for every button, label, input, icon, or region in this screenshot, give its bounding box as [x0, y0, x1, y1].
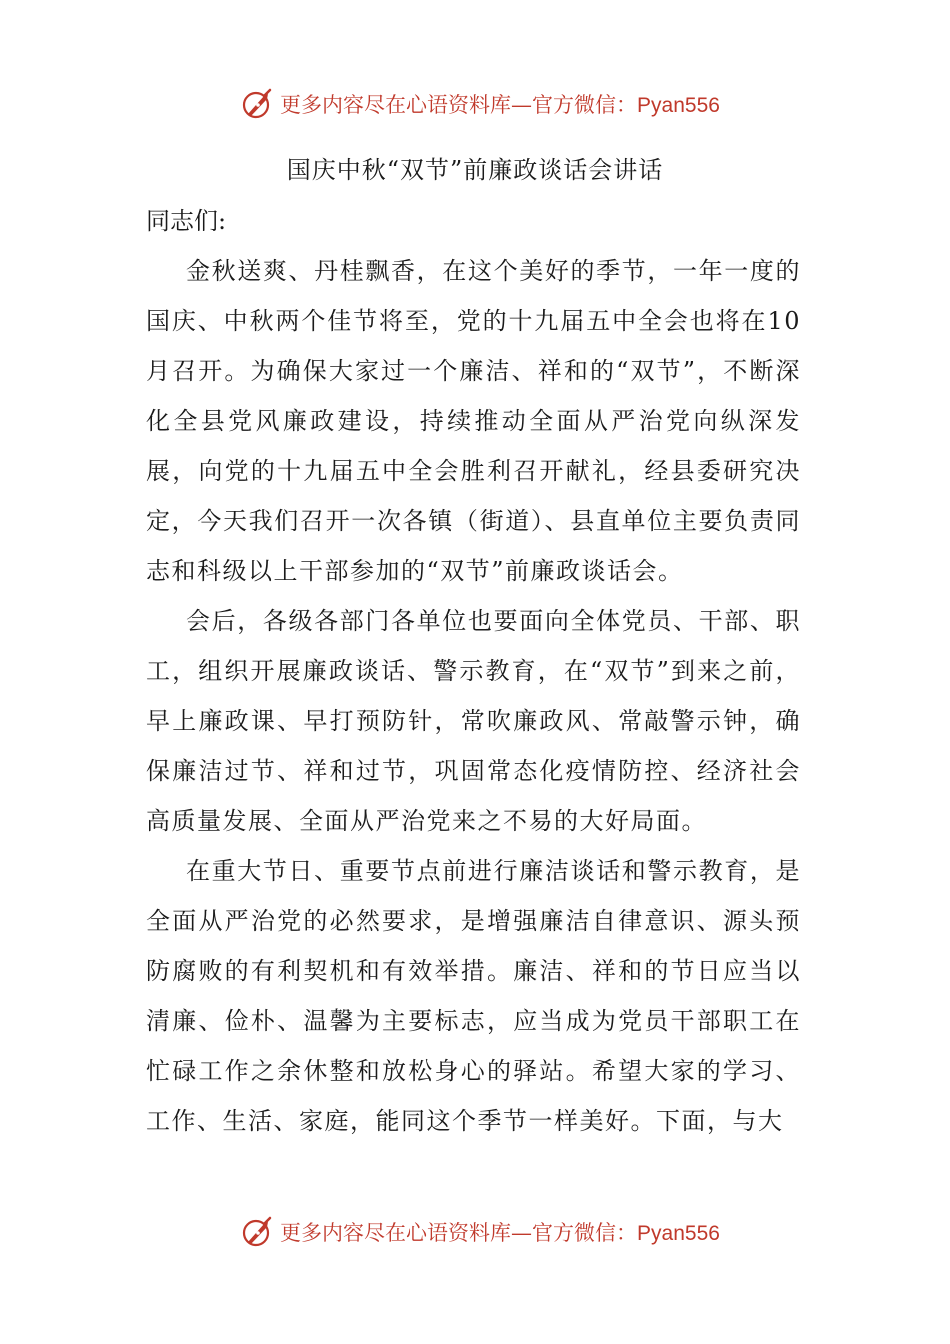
watermark-text	[280, 1217, 720, 1247]
paragraph: 在重大节日、重要节点前进行廉洁谈话和警示教育，是全面从严治党的必然要求，是增强廉洁自律意识、源头预防腐败的有利契机和有效举措。廉洁、祥和的节日应当以清廉、俭朴、温馨为主要标志，应当成为党员干部职工在忙碌工作之余休整和放松身心的驿站。希望大家的学习、工作、生活、家庭，能同这个季节一样美好。下面，与大	[146, 857, 801, 1135]
watermark-handle: Pyan556	[637, 1222, 720, 1245]
watermark-handle: Pyan556	[637, 94, 720, 117]
header-watermark	[0, 84, 950, 124]
pen-nib-circle-icon	[240, 1214, 276, 1250]
watermark-group	[240, 1214, 720, 1250]
watermark-text	[280, 89, 720, 119]
salutation: 同志们:	[146, 207, 227, 235]
paragraph: 会后，各级各部门各单位也要面向全体党员、干部、职工，组织开展廉政谈话、警示教育，在“双节”到来之前，早上廉政课、早打预防针，常吹廉政风、常敲警示钟，确保廉洁过节、祥和过节，巩固常态化疫情防控、经济社会高质量发展、全面从严治党来之不易的大好局面。	[146, 607, 801, 835]
pen-nib-circle-icon	[240, 86, 276, 122]
document-title: 国庆中秋“双节”前廉政谈话会讲话	[286, 156, 664, 184]
paragraph: 金秋送爽、丹桂飘香，在这个美好的季节，一年一度的国庆、中秋两个佳节将至，党的十九届五中全会也将在10月召开。为确保大家过一个廉洁、祥和的“双节”，不断深化全县党风廉政建设，持续推动全面从严治党向纵深发展，向党的十九届五中全会胜利召开献礼，经县委研究决定，今天我们召开一次各镇（街道）、县直单位主要负责同志和科级以上干部参加的“双节”前廉政谈话会。	[146, 257, 801, 585]
document-body	[146, 196, 801, 1146]
watermark-label: 更多内容尽在心语资料库—官方微信：	[280, 93, 638, 117]
watermark-label: 更多内容尽在心语资料库—官方微信：	[280, 1221, 638, 1245]
watermark-group	[240, 86, 720, 122]
footer-watermark	[0, 1212, 950, 1252]
